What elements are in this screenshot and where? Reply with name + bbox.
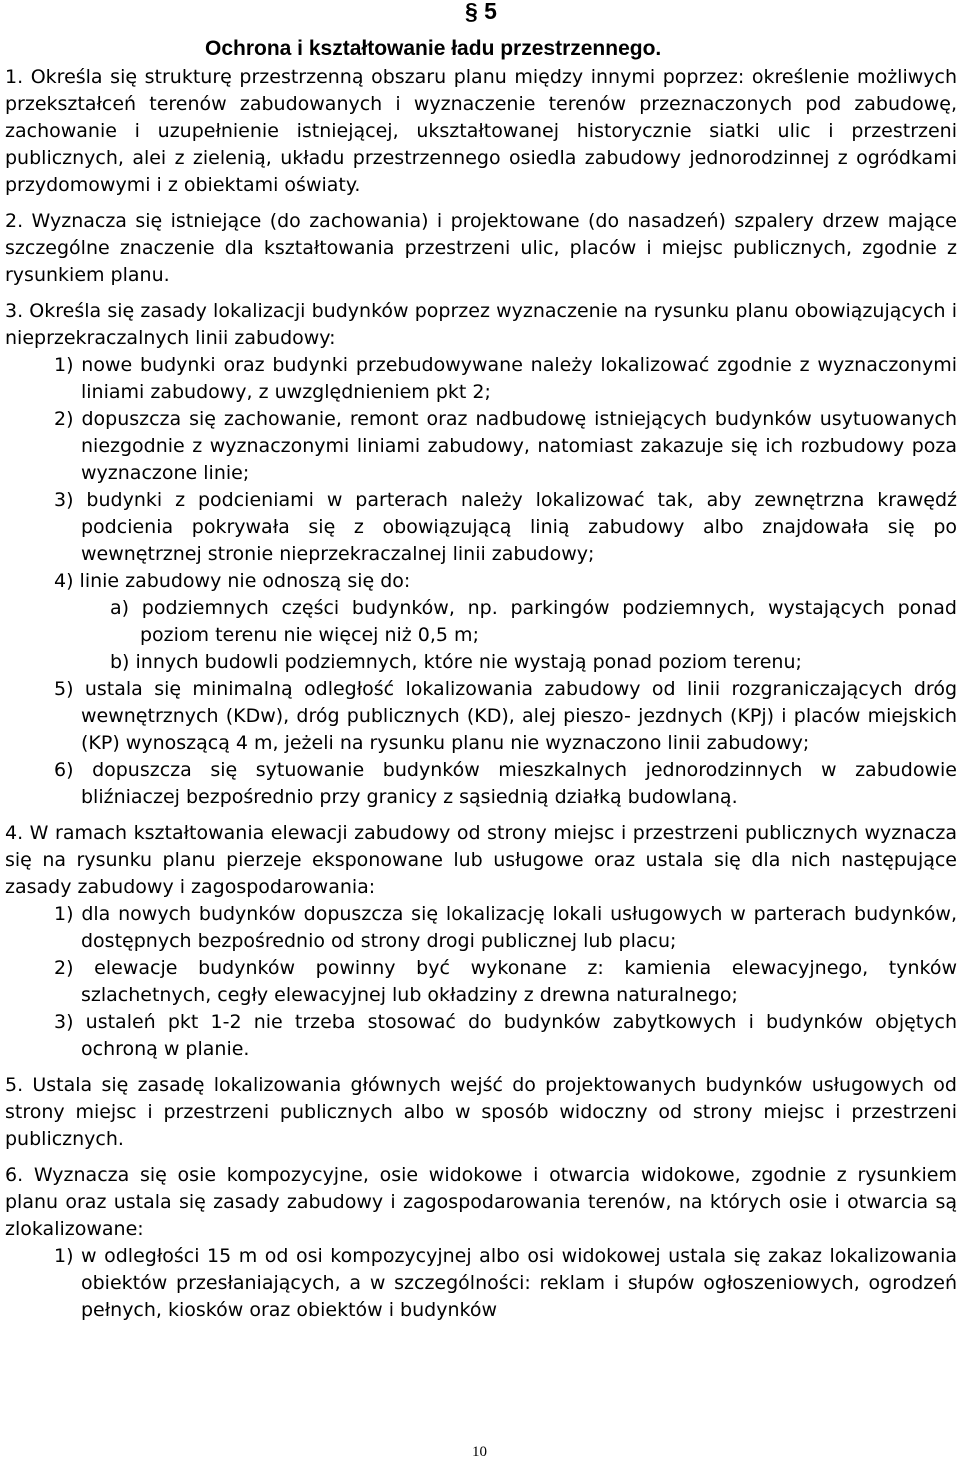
- list-item: 1) dla nowych budynków dopuszcza się lokalizację lokali usługowych w parterach budynków, dostępnych bezpośrednio od strony drogi publicznej lub placu;: [54, 903, 957, 952]
- paragraph-2: 2. Wyznacza się istniejące (do zachowania) i projektowane (do nasadzeń) szpalery drzew mające szczególne znaczenie dla kształtowania przestrzeni ulic, placów i miejsc publicznych, zgodnie z rysunkiem planu.: [5, 210, 957, 286]
- list-item: 1) nowe budynki oraz budynki przebudowywane należy lokalizować zgodnie z wyznaczonymi liniami zabudowy, z uwzględnieniem pkt 2;: [54, 354, 957, 403]
- paragraph-4: [5, 820, 957, 1063]
- section-number: § 5: [465, 0, 497, 24]
- page-number: 10: [472, 1444, 487, 1460]
- list-subitem: a) podziemnych części budynków, np. parkingów podziemnych, wystających ponad poziom terenu nie więcej niż 0,5 m;: [110, 597, 957, 646]
- list-item: 2) dopuszcza się zachowanie, remont oraz nadbudowę istniejących budynków usytuowanych niezgodnie z wyznaczonymi liniami zabudowy, natomiast zakazuje się ich rozbudowy poza wyznaczone linie;: [54, 408, 957, 484]
- list-subitem: b) innych budowli podziemnych, które nie wystają ponad poziom terenu;: [110, 651, 802, 673]
- list-item: 4) linie zabudowy nie odnoszą się do:: [54, 570, 411, 592]
- paragraph-1: 1. Określa się strukturę przestrzenną obszaru planu między innymi poprzez: określenie możliwych przekształceń terenów zabudowanych i wyznaczenie terenów przeznaczonych pod zabudowę, zachowanie i uzupełnienie istniejącej, ukształtowanej historycznie siatki ulic i przestrzeni publicznych, alei z zielenią, układu przestrzennego osiedla zabudowy jednorodzinnej z ogródkami przydomowymi i z obiektami oświaty.: [5, 66, 957, 196]
- paragraph-3-intro: 3. Określa się zasady lokalizacji budynków poprzez wyznaczenie na rysunku planu obowiązujących i nieprzekraczalnych linii zabudowy:: [5, 300, 957, 349]
- list-item: 5) ustala się minimalną odległość lokalizowania zabudowy od linii rozgraniczających dróg wewnętrznych (KDw), dróg publicznych (KD), alej pieszo- jezdnych (KPj) i placów miejskich (KP) wynoszącą 4 m, jeżeli na rysunku planu nie wyznaczono linii zabudowy;: [54, 678, 957, 754]
- document-body: [5, 64, 957, 1333]
- paragraph-3: [5, 298, 957, 811]
- section-title: Ochrona i kształtowanie ładu przestrzennego.: [205, 37, 662, 60]
- list-item: 6) dopuszcza się sytuowanie budynków mieszkalnych jednorodzinnych w zabudowie bliźniaczej bezpośrednio przy granicy z sąsiednią działką budowlaną.: [54, 759, 957, 808]
- paragraph-5: 5. Ustala się zasadę lokalizowania głównych wejść do projektowanych budynków usługowych od strony miejsc i przestrzeni publicznych albo w sposób widoczny od strony miejsc i przestrzeni publicznych.: [5, 1074, 957, 1150]
- paragraph-6-intro: 6. Wyznacza się osie kompozycyjne, osie widokowe i otwarcia widokowe, zgodnie z rysunkiem planu oraz ustala się zasady zabudowy i zagospodarowania terenów, na których osie i otwarcia są zlokalizowane:: [5, 1164, 957, 1240]
- list-item: 2) elewacje budynków powinny być wykonane z: kamienia elewacyjnego, tynków szlachetnych, cegły elewacyjnej lub okładziny z drewna naturalnego;: [54, 957, 957, 1006]
- paragraph-6: [5, 1162, 957, 1324]
- list-item: 3) budynki z podcieniami w parterach należy lokalizować tak, aby zewnętrzna krawędź podcienia pokrywała się z obowiązującą linią zabudowy albo znajdowała się po wewnętrznej stronie nieprzekraczalnej linii zabudowy;: [54, 489, 957, 565]
- list-item: 1) w odległości 15 m od osi kompozycyjnej albo osi widokowej ustala się zakaz lokalizowania obiektów przesłaniających, a w szczególności: reklam i słupów ogłoszeniowych, ogrodzeń pełnych, kiosków oraz obiektów i budynków: [54, 1245, 957, 1321]
- paragraph-4-intro: 4. W ramach kształtowania elewacji zabudowy od strony miejsc i przestrzeni publicznych wyznacza się na rysunku planu pierzeje eksponowane lub usługowe oraz ustala się dla nich następujące zasady zabudowy i zagospodarowania:: [5, 822, 957, 898]
- list-item: 3) ustaleń pkt 1-2 nie trzeba stosować do budynków zabytkowych i budynków objętych ochroną w planie.: [54, 1011, 957, 1060]
